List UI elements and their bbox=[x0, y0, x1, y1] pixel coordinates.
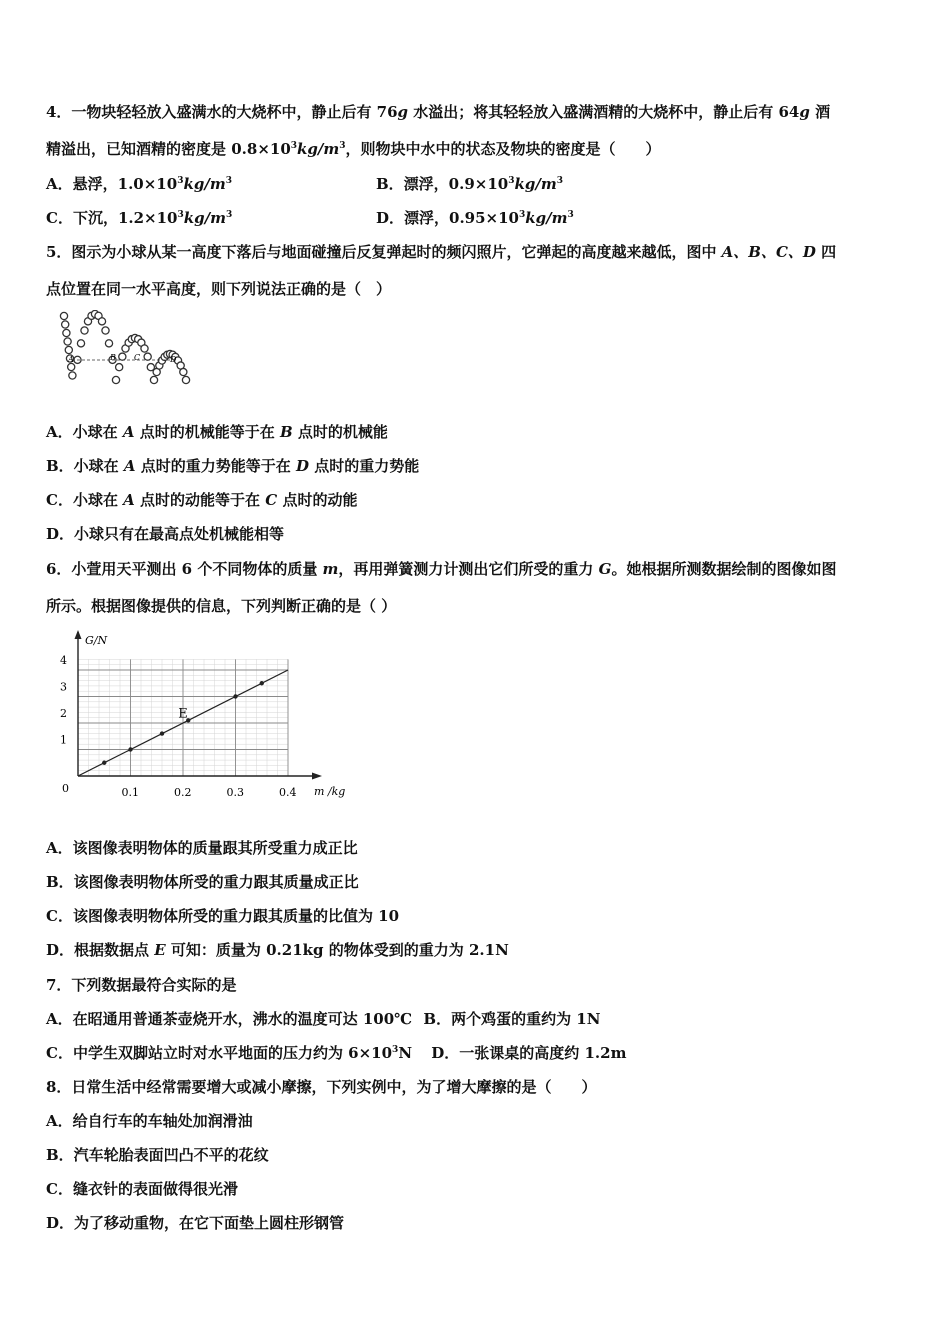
ball-image bbox=[77, 340, 84, 347]
q7-option-c[interactable]: C．中学生双脚站立时对水平地面的压力约为 $6\times 10^3N$ bbox=[46, 1044, 413, 1062]
q6-stem-line2: 所示。根据图像提供的信息，下列判断正确的是（ ） bbox=[46, 597, 397, 615]
q7-option-d[interactable]: D．一张课桌的高度约 1.2m bbox=[431, 1044, 627, 1062]
q7-option-b[interactable]: B．两个鸡蛋的重约为 1N bbox=[423, 1010, 601, 1028]
q5-option-d[interactable]: D．小球只有在最高点处机械能相等 bbox=[46, 525, 285, 543]
q7-stem: 7．下列数据最符合实际的是 bbox=[46, 976, 237, 994]
q8-option-c[interactable]: C．缝衣针的表面做得很光滑 bbox=[46, 1180, 238, 1198]
q4-option-b[interactable]: B．漂浮，$0.9\times 10^3kg/m^3$ bbox=[376, 175, 563, 193]
q8-option-a[interactable]: A．给自行车的车轴处加润滑油 bbox=[46, 1112, 253, 1130]
ball-image bbox=[64, 338, 71, 345]
ball-image bbox=[65, 346, 72, 353]
gravity-mass-chart bbox=[50, 628, 370, 808]
ball-image bbox=[60, 312, 67, 319]
q4-option-c[interactable]: C．下沉，$1.2\times 10^3kg/m^3$ bbox=[46, 209, 233, 227]
data-point bbox=[102, 761, 106, 765]
ball-image bbox=[102, 327, 109, 334]
q5-option-a[interactable]: A．小球在 A 点时的机械能等于在 B 点时的机械能 bbox=[46, 423, 388, 441]
q5-stem-line2: 点位置在同一水平高度，则下列说法正确的是（ ） bbox=[46, 280, 392, 298]
q7-options-ab bbox=[46, 1009, 910, 1029]
q5-option-c[interactable]: C．小球在 A 点时的动能等于在 C 点时的动能 bbox=[46, 491, 358, 509]
ball-image bbox=[182, 376, 189, 383]
ball-image bbox=[116, 364, 123, 371]
x-axis-arrow bbox=[312, 773, 322, 780]
ball-image bbox=[81, 327, 88, 334]
data-point bbox=[160, 731, 164, 735]
ball-image bbox=[141, 345, 148, 352]
fig-label-c: C bbox=[134, 353, 141, 362]
q7-options-cd bbox=[46, 1043, 910, 1063]
q6-option-a[interactable]: A．该图像表明物体的质量跟其所受重力成正比 bbox=[46, 839, 358, 857]
q4-option-a[interactable]: A．悬浮，$1.0\times 10^3kg/m^3$ bbox=[46, 175, 232, 193]
data-point bbox=[260, 681, 264, 685]
q8-option-b[interactable]: B．汽车轮胎表面凹凸不平的花纹 bbox=[46, 1146, 269, 1164]
point-e-label: E bbox=[178, 706, 188, 722]
q5-stem-line1: 5．图示为小球从某一高度下落后与地面碰撞后反复弹起时的频闪照片，它弹起的高度越来越低，图中 A、B、C、D 四 bbox=[46, 243, 837, 261]
q8-option-d[interactable]: D．为了移动重物，在它下面垫上圆柱形钢管 bbox=[46, 1214, 345, 1232]
data-point bbox=[128, 747, 132, 751]
ball-image bbox=[150, 376, 157, 383]
ball-image bbox=[112, 376, 119, 383]
q5-option-b[interactable]: B．小球在 A 点时的重力势能等于在 D 点时的重力势能 bbox=[46, 457, 420, 475]
y-tick-label: 4 bbox=[60, 654, 67, 667]
q4-options-ab bbox=[46, 174, 910, 194]
ball-image bbox=[63, 329, 70, 336]
q6-option-d[interactable]: D．根据数据点 E 可知：质量为 0.21kg 的物体受到的重力为 2.1N bbox=[46, 941, 509, 959]
q4-stem-line1: 4．一物块轻轻放入盛满水的大烧杯中，静止后有 76g 水溢出；将其轻轻放入盛满酒精的大烧杯中，静止后有 64g 酒 bbox=[46, 103, 831, 121]
ball-image bbox=[98, 318, 105, 325]
y-tick-label: 2 bbox=[60, 707, 67, 720]
ball-image bbox=[180, 368, 187, 375]
q6-option-c[interactable]: C．该图像表明物体所受的重力跟其质量的比值为 10 bbox=[46, 907, 400, 925]
bouncing-ball-figure bbox=[52, 310, 197, 395]
q6-option-b[interactable]: B．该图像表明物体所受的重力跟其质量成正比 bbox=[46, 873, 359, 891]
q6-stem-line1: 6．小萱用天平测出 6 个不同物体的质量 m，再用弹簧测力计测出它们所受的重力 G。她根据所测数据绘制的图像如图 bbox=[46, 560, 837, 578]
fig-label-b: B bbox=[110, 353, 116, 362]
q7-option-a[interactable]: A．在昭通用普通茶壶烧开水，沸水的温度可达 100℃ bbox=[46, 1010, 413, 1028]
ball-image bbox=[105, 340, 112, 347]
x-tick-label: 0.3 bbox=[226, 786, 244, 799]
q8-stem: 8．日常生活中经常需要增大或减小摩擦，下列实例中，为了增大摩擦的是（ ） bbox=[46, 1078, 597, 1096]
y-tick-label: 3 bbox=[60, 680, 67, 694]
q4-stem-line2: 精溢出，已知酒精的密度是 $0.8\times 10^3kg/m^3$，则物块中水中的状态及物块的密度是（ ） bbox=[46, 140, 661, 158]
ball-image bbox=[62, 321, 69, 328]
q4-options-cd bbox=[46, 208, 910, 228]
fig-label-a: A bbox=[68, 355, 74, 364]
origin-label: 0 bbox=[62, 782, 69, 795]
y-axis-label: G/N bbox=[85, 634, 108, 647]
x-tick-label: 0.1 bbox=[121, 786, 139, 799]
q4-option-d[interactable]: D．漂浮，$0.95\times 10^3kg/m^3$ bbox=[376, 209, 574, 227]
ball-image bbox=[68, 363, 75, 370]
data-point bbox=[233, 694, 237, 698]
x-axis-label: m /kg bbox=[314, 785, 346, 798]
y-axis-arrow bbox=[75, 630, 82, 639]
x-tick-label: 0.2 bbox=[174, 786, 192, 799]
fig-label-d: D bbox=[170, 355, 177, 364]
y-tick-label: 1 bbox=[60, 733, 67, 747]
ball-image bbox=[119, 353, 126, 360]
ball-image bbox=[144, 353, 151, 360]
x-tick-label: 0.4 bbox=[279, 786, 297, 799]
ball-image bbox=[69, 372, 76, 379]
